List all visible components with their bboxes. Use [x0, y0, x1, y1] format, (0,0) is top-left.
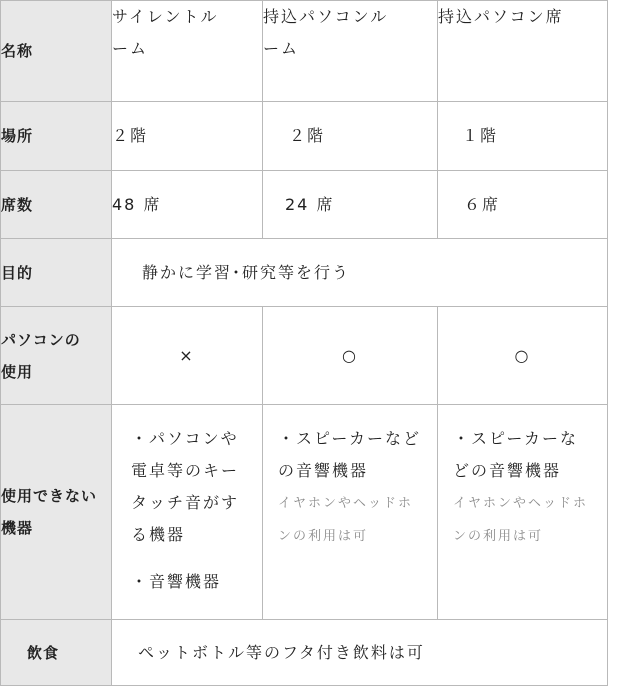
food-text: ペットボトル等のフタ付き飲料は可 — [112, 620, 608, 686]
note-pc-seat: イヤホンやヘッドホンの利用は可 — [453, 496, 589, 544]
list-item — [131, 566, 250, 598]
seats-pc-room: 24 席 — [263, 171, 438, 239]
list-item — [453, 423, 595, 487]
pc-use-pc-seat: ○ — [438, 307, 608, 405]
row-purpose — [1, 239, 608, 307]
list-item — [131, 423, 250, 551]
header-seats: 席数 — [1, 171, 112, 239]
list-item-text: ・スピーカーなどの音響機器 — [453, 429, 579, 480]
list-item-text: ・パソコンや電卓等のキータッチ音がする機器 — [131, 429, 240, 544]
room-name-pc-room: 持込パソコンルーム — [263, 1, 438, 102]
row-pc-use — [1, 307, 608, 405]
floor-pc-seat: １階 — [438, 102, 608, 171]
row-floor — [1, 102, 608, 171]
note-pc-room: イヤホンやヘッドホンの利用は可 — [278, 496, 414, 544]
prohibited-list-pc-room — [278, 423, 427, 487]
row-food — [1, 620, 608, 686]
header-purpose: 目的 — [1, 239, 112, 307]
prohibited-pc-room — [263, 405, 438, 620]
floor-silent: ２階 — [112, 102, 263, 171]
seats-silent: 48 席 — [112, 171, 263, 239]
header-pc-use: パソコンの使用 — [1, 307, 112, 405]
list-item — [278, 423, 427, 487]
header-floor: 場所 — [1, 102, 112, 171]
prohibited-silent — [112, 405, 263, 620]
list-item-text: ・音響機器 — [131, 572, 222, 591]
prohibited-pc-seat — [438, 405, 608, 620]
row-name — [1, 1, 608, 102]
row-seats — [1, 171, 608, 239]
pc-use-pc-room: ○ — [263, 307, 438, 405]
prohibited-list-silent — [131, 423, 250, 598]
header-name: 名称 — [1, 1, 112, 102]
purpose-text: 静かに学習･研究等を行う — [112, 239, 608, 307]
header-prohibited: 使用できない機器 — [1, 405, 112, 620]
pc-use-silent: × — [112, 307, 263, 405]
floor-pc-room: ２階 — [263, 102, 438, 171]
list-item-text: ・スピーカーなどの音響機器 — [278, 429, 422, 480]
seats-pc-seat: ６席 — [438, 171, 608, 239]
room-name-silent: サイレントルーム — [112, 1, 263, 102]
header-food: 飲食 — [1, 620, 112, 686]
room-name-pc-seat: 持込パソコン席 — [438, 1, 608, 102]
row-prohibited — [1, 405, 608, 620]
prohibited-list-pc-seat — [453, 423, 595, 487]
